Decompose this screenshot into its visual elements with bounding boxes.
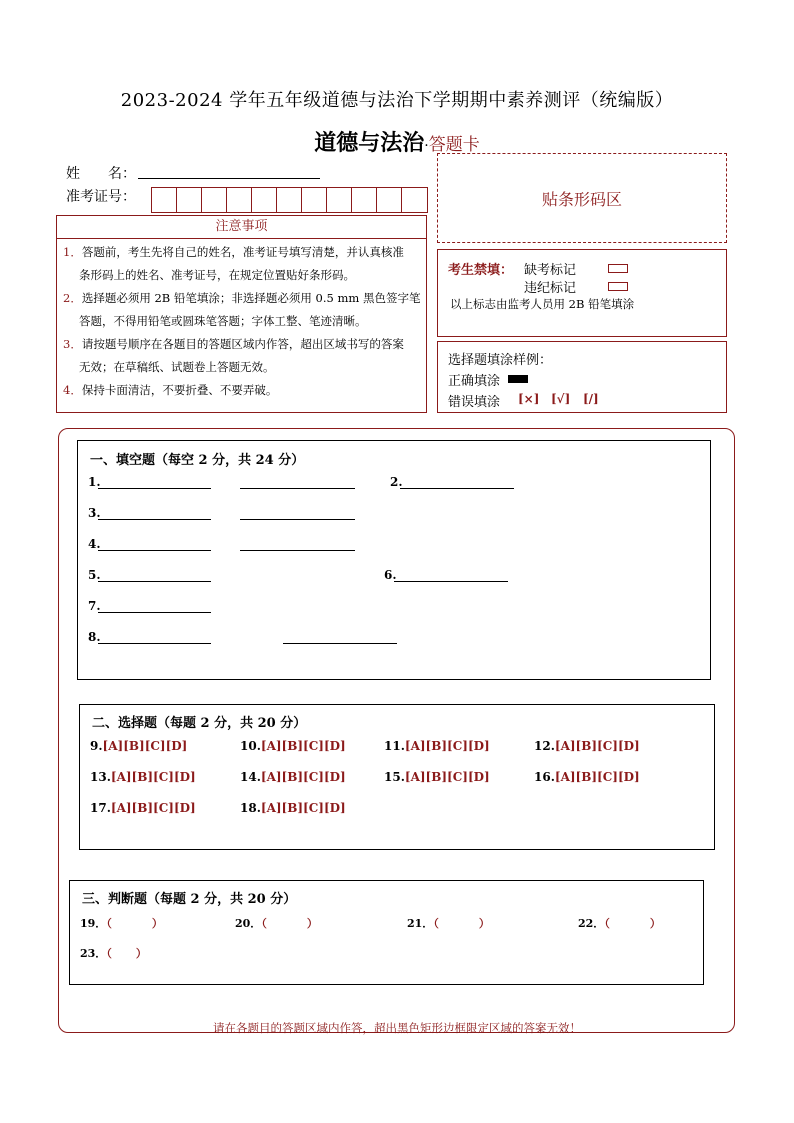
id-number-boxes[interactable] (151, 187, 428, 213)
violation-label: 违纪标记 (524, 281, 577, 296)
q8-blank-1[interactable] (98, 643, 211, 644)
choice-q9[interactable]: 9.[A][B][C][D] (90, 739, 188, 753)
choice-q18[interactable]: 18.[A][B][C][D] (240, 801, 346, 815)
q1-blank-1[interactable] (98, 488, 211, 489)
barcode-area (437, 153, 727, 243)
notice-item-cont: 答题，不得用铅笔或圆珠笔答题；字体工整、笔迹清晰。 (79, 314, 367, 328)
correct-label: 正确填涂 (448, 374, 501, 389)
q7-label: 7. (88, 599, 101, 613)
judgement-section (69, 880, 704, 985)
q5-blank[interactable] (98, 581, 211, 582)
judge-q20[interactable]: 20．（ ） (235, 917, 318, 930)
q6-label: 6. (384, 568, 397, 582)
section-title: 一、填空题（每空 2 分，共 24 分） (90, 453, 305, 468)
q1-blank-2[interactable] (240, 488, 355, 489)
choice-q11[interactable]: 11.[A][B][C][D] (384, 739, 490, 753)
q8-blank-2[interactable] (283, 643, 397, 644)
forbid-label: 考生禁填： (448, 263, 514, 278)
id-cell[interactable] (327, 188, 352, 212)
choice-q14[interactable]: 14.[A][B][C][D] (240, 770, 346, 784)
absent-label: 缺考标记 (524, 263, 577, 278)
correct-fill-sample (508, 375, 528, 383)
wrong-label: 错误填涂 (448, 395, 501, 410)
footer-warning: 请在各题目的答题区域内作答，超出黑色矩形边框限定区域的答案无效！ (213, 1021, 581, 1035)
notice-item: 1．答题前，考生先将自己的姓名，准考证号填写清楚，并认真核准 (63, 245, 404, 259)
violation-mark-box[interactable] (608, 279, 628, 294)
q3-label: 3. (88, 506, 101, 520)
q1-label: 1. (88, 475, 101, 489)
notice-box (56, 215, 427, 413)
forbid-note: 以上标志由监考人员用 2B 铅笔填涂 (450, 297, 635, 311)
barcode-label: 贴条形码区 (541, 189, 622, 209)
subject-title: 道德与法治 (314, 130, 425, 156)
id-cell[interactable] (277, 188, 302, 212)
q8-label: 8. (88, 630, 101, 644)
q2-blank[interactable] (400, 488, 514, 489)
answer-card-label: 答题卡 (428, 135, 480, 155)
sample-heading: 选择题填涂样例： (448, 353, 553, 368)
q4-label: 4. (88, 537, 101, 551)
id-cell[interactable] (177, 188, 202, 212)
wrong-mark-check: [√] (551, 392, 571, 406)
notice-heading: 注意事项 (57, 216, 426, 239)
notice-item-cont: 无效；在草稿纸、试题卷上答题无效。 (79, 360, 275, 374)
q2-label: 2. (390, 475, 403, 489)
id-label: 准考证号： (66, 189, 136, 205)
section-title: 二、选择题（每题 2 分，共 20 分） (92, 716, 307, 731)
id-cell[interactable] (152, 188, 177, 212)
choice-section (79, 704, 715, 850)
q3-blank-1[interactable] (98, 519, 211, 520)
page-title: 2023-2024 学年五年级道德与法治下学期期中素养测评（统编版） (120, 90, 674, 111)
judge-q22[interactable]: 22．（ ） (578, 917, 661, 930)
notice-item-cont: 条形码上的姓名、准考证号，在规定位置贴好条形码。 (79, 268, 355, 282)
id-cell[interactable] (227, 188, 252, 212)
choice-q15[interactable]: 15.[A][B][C][D] (384, 770, 490, 784)
id-cell[interactable] (252, 188, 277, 212)
title-separator: · (424, 138, 429, 154)
q4-blank-1[interactable] (98, 550, 211, 551)
judge-q21[interactable]: 21．（ ） (407, 917, 490, 930)
choice-q10[interactable]: 10.[A][B][C][D] (240, 739, 346, 753)
wrong-mark-slash: [/] (583, 392, 599, 406)
choice-q17[interactable]: 17.[A][B][C][D] (90, 801, 196, 815)
examiner-only-box (437, 249, 727, 337)
id-cell[interactable] (352, 188, 377, 212)
wrong-mark-cross: [×] (518, 392, 540, 406)
choice-q12[interactable]: 12.[A][B][C][D] (534, 739, 640, 753)
q4-blank-2[interactable] (240, 550, 355, 551)
id-cell[interactable] (302, 188, 327, 212)
name-input[interactable] (138, 178, 320, 179)
absent-mark-box[interactable] (608, 261, 628, 276)
notice-item: 3．请按题号顺序在各题目的答题区域内作答，超出区域书写的答案 (63, 337, 404, 351)
choice-q13[interactable]: 13.[A][B][C][D] (90, 770, 196, 784)
notice-item: 4．保持卡面清洁，不要折叠、不要弄破。 (63, 383, 278, 397)
section-title: 三、判断题（每题 2 分，共 20 分） (82, 892, 297, 907)
q3-blank-2[interactable] (240, 519, 355, 520)
q7-blank[interactable] (98, 612, 211, 613)
name-label: 姓 名： (66, 166, 136, 182)
q6-blank[interactable] (394, 581, 508, 582)
choice-q16[interactable]: 16.[A][B][C][D] (534, 770, 640, 784)
fill-sample-box (437, 341, 727, 413)
notice-item: 2．选择题必须用 2B 铅笔填涂；非选择题必须用 0.5 mm 黑色签字笔 (63, 291, 421, 305)
id-cell[interactable] (202, 188, 227, 212)
fill-blank-section (77, 440, 711, 680)
id-cell[interactable] (402, 188, 427, 212)
judge-q19[interactable]: 19．（ ） (80, 917, 163, 930)
q5-label: 5. (88, 568, 101, 582)
judge-q23[interactable]: 23．（ ） (80, 947, 147, 960)
id-cell[interactable] (377, 188, 402, 212)
